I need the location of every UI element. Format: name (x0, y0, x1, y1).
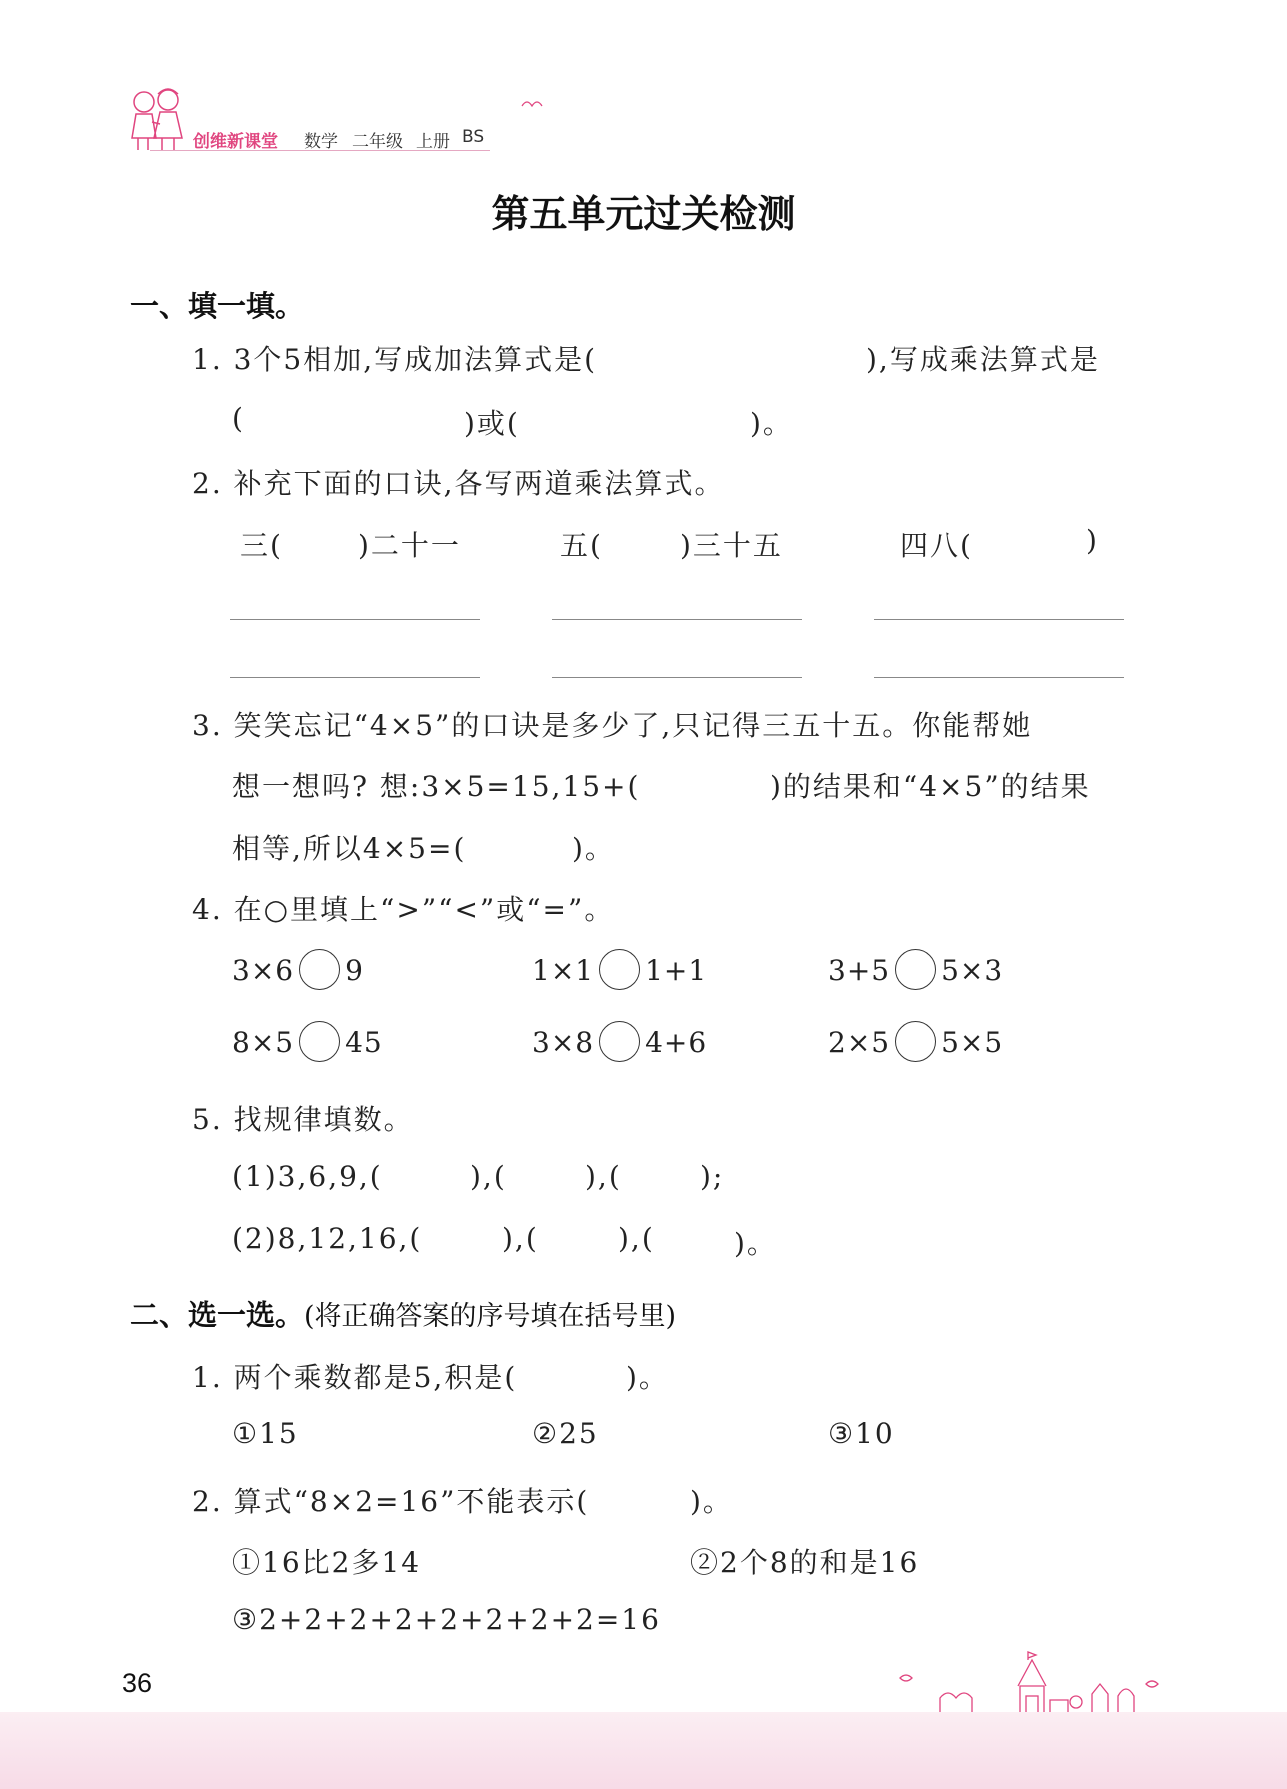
q5-row1-c: ),( (585, 1160, 622, 1193)
q3-line1: 3. 笑笑忘记“4×5”的口诀是多少了,只记得三五十五。你能帮她 (192, 709, 1033, 742)
compare-left: 1×1 (532, 954, 595, 987)
compare-right: 5×5 (941, 1026, 1004, 1059)
answer-line (874, 677, 1124, 678)
q2-item-1-b: )二十一 (358, 529, 461, 562)
q4-stem: 4. 在○里填上“>”“<”或“=”。 (192, 893, 615, 926)
compare-right: 1+1 (645, 954, 708, 987)
header-volume: 上册 (416, 132, 450, 152)
s2-q2-option-2: ②2个8的和是16 (690, 1546, 920, 1579)
page-number: 36 (122, 1668, 153, 1698)
s2-q1-stem-a: 1. 两个乘数都是5,积是( (192, 1361, 518, 1394)
q1-line1-a: 1. 3个5相加,写成加法算式是( (192, 343, 598, 376)
answer-circle[interactable] (599, 1021, 640, 1062)
q1-line2-c: )。 (750, 407, 793, 440)
s2-q2-option-1: ①16比2多14 (232, 1546, 422, 1579)
answer-line (230, 677, 480, 678)
answer-circle[interactable] (299, 1021, 340, 1062)
s2-q1-stem-b: )。 (626, 1361, 669, 1394)
answer-line (552, 619, 802, 620)
s2-q2-option-3: ③2+2+2+2+2+2+2+2=16 (232, 1603, 661, 1636)
header-divider (150, 150, 490, 151)
s2-q1-option-1: ①15 (232, 1417, 299, 1450)
compare-right: 4+6 (645, 1026, 708, 1059)
header-grade: 二年级 (352, 132, 403, 152)
q1-line1-b: ),写成乘法算式是 (866, 343, 1100, 376)
compare-right: 9 (345, 954, 364, 987)
q3-line3-b: )。 (572, 832, 615, 865)
q5-row1-d: ); (700, 1160, 725, 1193)
page-title: 第五单元过关检测 (491, 192, 796, 236)
answer-line (230, 619, 480, 620)
q5-row2-c: ),( (618, 1222, 655, 1255)
footer-band (0, 1712, 1287, 1789)
compare-left: 2×5 (828, 1026, 891, 1059)
s2-q2-stem-a: 2. 算式“8×2=16”不能表示( (192, 1485, 590, 1518)
q2-item-2-b: )三十五 (680, 529, 783, 562)
q3-line3-a: 相等,所以4×5=( (232, 832, 467, 865)
section-2-title: 二、选一选。 (130, 1298, 305, 1332)
answer-circle[interactable] (895, 949, 936, 990)
compare-item (232, 952, 364, 993)
q2-item-3-a: 四八( (900, 529, 973, 562)
q3-line2-a: 想一想吗? 想:3×5=15,15+( (232, 770, 641, 803)
answer-line (552, 677, 802, 678)
compare-item (828, 1024, 1003, 1065)
header-brand: 创维新课堂 (193, 132, 278, 152)
compare-item (232, 1024, 383, 1065)
q5-row2-d: )。 (734, 1227, 777, 1260)
compare-item (532, 1024, 707, 1065)
q5-stem: 5. 找规律填数。 (192, 1103, 414, 1136)
section-1-heading: 一、填一填。 (130, 289, 305, 323)
compare-item (532, 952, 707, 993)
header-edition: BS (462, 127, 485, 147)
compare-left: 3×6 (232, 954, 295, 987)
s2-q2-stem-b: )。 (690, 1485, 733, 1518)
s2-q1-option-2: ②25 (532, 1417, 599, 1450)
footer-castle-illustration (880, 1648, 1180, 1718)
answer-circle[interactable] (299, 949, 340, 990)
answer-circle[interactable] (599, 949, 640, 990)
answer-circle[interactable] (895, 1021, 936, 1062)
compare-right: 5×3 (941, 954, 1004, 987)
q3-line2-b: )的结果和“4×5”的结果 (770, 770, 1091, 803)
s2-q1-option-3: ③10 (828, 1417, 895, 1450)
header-subject: 数学 (304, 132, 338, 152)
q2-stem: 2. 补充下面的口诀,各写两道乘法算式。 (192, 467, 725, 500)
q5-row2-b: ),( (502, 1222, 539, 1255)
compare-item (828, 952, 1003, 993)
q1-line2-a: ( (232, 402, 245, 435)
q5-row1-a: (1)3,6,9,( (232, 1160, 383, 1193)
q2-item-2-a: 五( (560, 529, 603, 562)
q5-row1-b: ),( (470, 1160, 507, 1193)
section-2-heading (130, 1293, 676, 1334)
compare-right: 45 (345, 1026, 383, 1059)
header-kids-illustration (122, 82, 192, 154)
q1-line2-b: )或( (464, 407, 520, 440)
compare-left: 3+5 (828, 954, 891, 987)
q5-row2-a: (2)8,12,16,( (232, 1222, 423, 1255)
q2-item-3-b: ) (1086, 524, 1099, 557)
compare-left: 3×8 (532, 1026, 595, 1059)
q2-item-1-a: 三( (240, 529, 283, 562)
compare-left: 8×5 (232, 1026, 295, 1059)
section-2-note: (将正确答案的序号填在括号里) (304, 1301, 677, 1332)
answer-line (874, 619, 1124, 620)
header-bird-icon (520, 96, 544, 114)
